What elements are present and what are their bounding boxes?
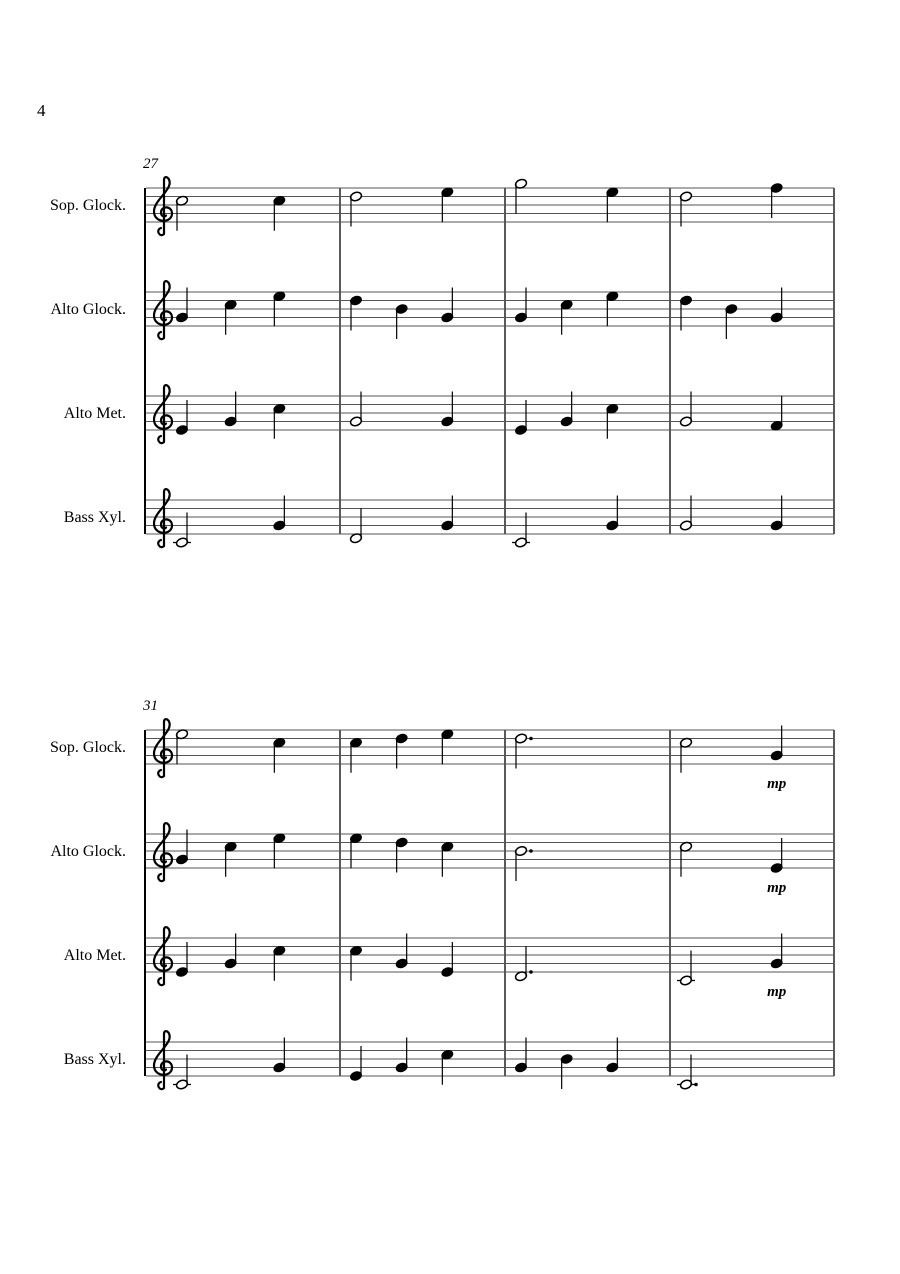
augmentation-dot	[529, 737, 533, 741]
system	[50, 698, 834, 1090]
treble-clef-icon	[154, 281, 172, 339]
staff	[64, 927, 834, 1000]
measure-number: 31	[143, 698, 158, 714]
treble-clef-icon	[154, 927, 172, 985]
augmentation-dot	[529, 970, 533, 974]
treble-clef-icon	[154, 385, 172, 443]
instrument-name: Alto Glock.	[50, 301, 126, 318]
system	[50, 156, 834, 548]
dynamic-marking: mp	[767, 776, 787, 792]
staff	[50, 823, 834, 896]
treble-clef-icon	[154, 1031, 172, 1089]
dynamic-marking: mp	[767, 880, 787, 896]
instrument-name: Sop. Glock.	[50, 197, 126, 214]
measure-number: 27	[143, 156, 158, 172]
page-number: 4	[37, 101, 46, 120]
treble-clef-icon	[154, 489, 172, 547]
staff	[64, 489, 834, 548]
staff	[50, 177, 834, 235]
instrument-name: Alto Met.	[63, 947, 126, 964]
staff	[64, 1031, 834, 1090]
instrument-name: Bass Xyl.	[63, 509, 126, 526]
instrument-name: Sop. Glock.	[50, 739, 126, 756]
instrument-name: Bass Xyl.	[63, 1051, 126, 1068]
treble-clef-icon	[154, 177, 172, 235]
augmentation-dot	[694, 1083, 698, 1087]
instrument-name: Alto Glock.	[50, 843, 126, 860]
dynamic-marking: mp	[767, 984, 787, 1000]
augmentation-dot	[529, 849, 533, 853]
instrument-name: Alto Met.	[63, 405, 126, 422]
staff	[50, 719, 834, 792]
staff	[50, 281, 834, 339]
staff	[64, 385, 834, 443]
treble-clef-icon	[154, 823, 172, 881]
treble-clef-icon	[154, 719, 172, 777]
